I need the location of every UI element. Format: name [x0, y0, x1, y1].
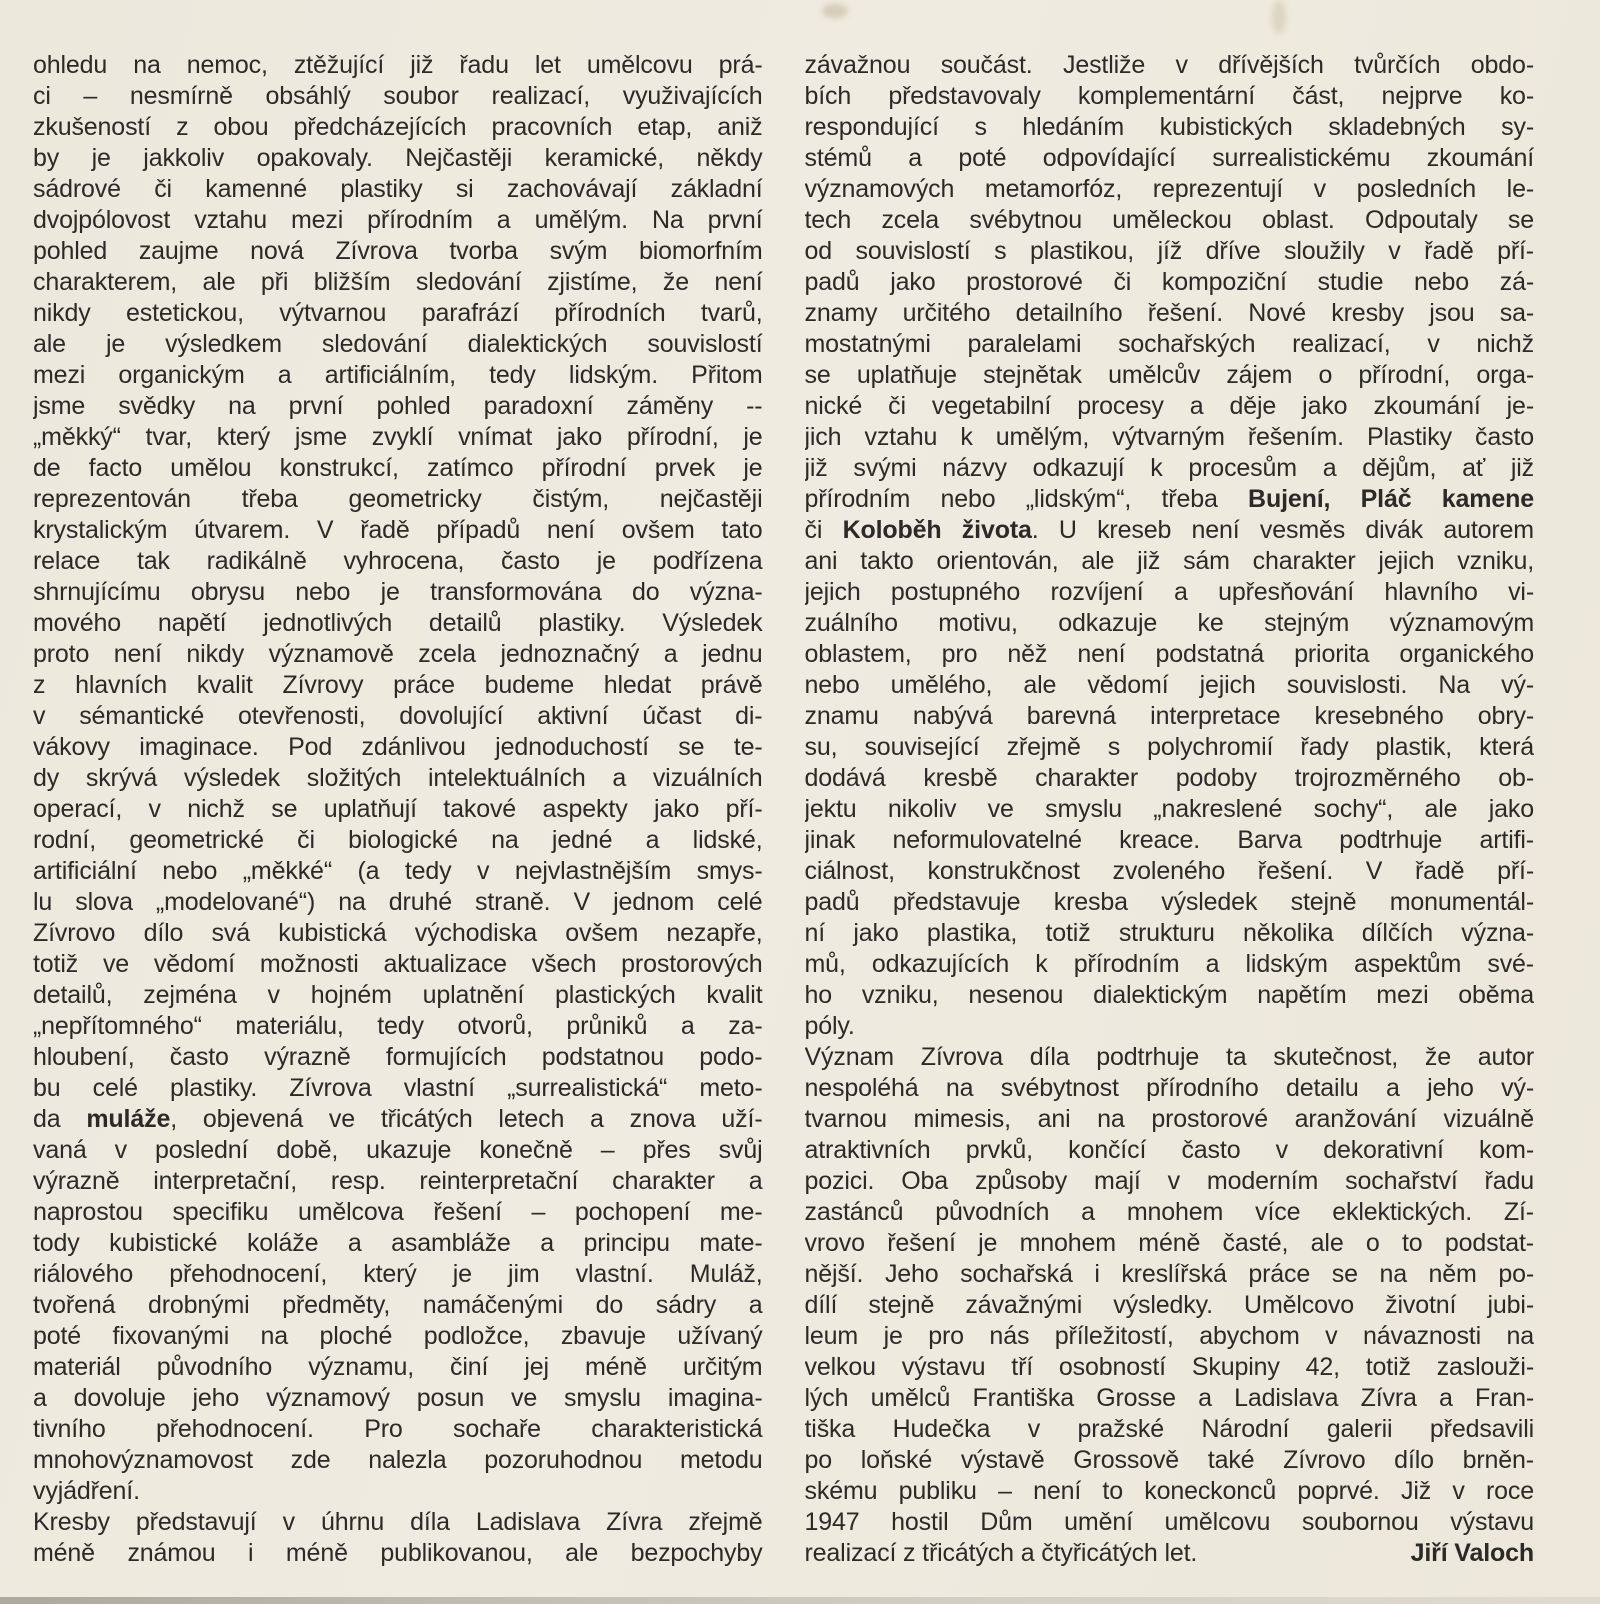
text-line: su, související zřejmě s polychromií řady plastik, která [804, 733, 1534, 761]
text-line: jektu nikoliv ve smyslu „nakreslené sochy“, ale jako [804, 795, 1534, 823]
text-line: nebo umělého, ale vědomí jejich souvislosti. Na vý- [804, 671, 1534, 699]
text-line: velkou výstavu tří osobností Skupiny 42, totiž zaslouži- [804, 1353, 1534, 1381]
text-column-right [805, 50, 1535, 1569]
text-line: tvarnou mimesis, ani na prostorové aranžování vizuálně [804, 1105, 1534, 1133]
text-line: mového napětí jednotlivých detailů plastiky. Výsledek [33, 609, 763, 637]
page-bottom-edge [0, 1597, 1600, 1604]
text-line: reprezentován třeba geometricky čistým, nejčastěji [33, 485, 763, 513]
text-line: vákovy imaginace. Pod zdánlivou jednoduchostí se te- [33, 733, 763, 761]
text-line-left-part: realizací z třicátých a čtyřicátých let. [804, 1539, 1198, 1567]
text-line: již svými názvy odkazují k procesům a dějům, ať již [804, 454, 1534, 482]
text-line: bích představovaly komplementární část, nejprve ko- [804, 82, 1534, 110]
text-line: „měkký“ tvar, který jsme zvyklí vnímat jako přírodní, je [33, 423, 763, 451]
text-line: nespoléhá na svébytnost přírodního detailu a jeho vý- [804, 1074, 1534, 1102]
text-line: 1947 hostil Dům umění umělcovu soubornou výstavu [804, 1508, 1534, 1536]
text-line: závažnou součást. Jestliže v dřívějších tvůrčích obdo- [804, 51, 1534, 79]
text-line: pohled zaujme nová Zívrova tvorba svým biomorfním [33, 237, 763, 265]
text-line: skému publiku – není to koneckonců poprvé. Již v roce [804, 1477, 1534, 1505]
text-line: zastánců původních a mnohem více eklektických. Zí- [804, 1198, 1534, 1226]
text-line: lých umělců Františka Grosse a Ladislava Zívra a Fran- [804, 1384, 1534, 1412]
text-line: zkušeností z obou předcházejících pracovních etap, aniž [33, 113, 763, 141]
text-line: bu celé plastiky. Zívrova vlastní „surrealistická“ meto- [33, 1074, 763, 1102]
text-line: či Koloběh života. U kreseb není vesměs divák autorem [804, 516, 1534, 544]
text-line: vrovo řešení je mnohem méně časté, ale o to podstat- [804, 1229, 1534, 1257]
text-line: „nepřítomného“ materiálu, tedy otvorů, průniků a za- [33, 1012, 763, 1040]
text-line: z hlavních kvalit Zívrovy práce budeme hledat právě [33, 671, 763, 699]
text-line: znamy určitého detailního řešení. Nové kresby jsou sa- [804, 299, 1534, 327]
text-line: v sémantické otevřenosti, dovolující aktivní účast di- [33, 702, 763, 730]
text-line: se uplatňuje stejnětak umělcův zájem o přírodní, orga- [804, 361, 1534, 389]
text-line: artificiální nebo „měkké“ (a tedy v nejvlastnějším smys- [33, 857, 763, 885]
text-line: ci – nesmírně obsáhlý soubor realizací, využivajících [33, 82, 763, 110]
text-line: významových metamorfóz, reprezentují v posledních le- [804, 175, 1534, 203]
text-line: méně známou i méně publikovanou, ale bezpochyby [33, 1539, 763, 1567]
text-line: Kresby představují v úhrnu díla Ladislava Zívra zřejmě [33, 1508, 763, 1536]
text-line: charakterem, ale při bližším sledování zjistíme, že není [33, 268, 763, 296]
text-line: ní jako plastika, totiž strukturu několika dílčích význa- [804, 919, 1534, 947]
text-line: poté fixovanými na ploché podložce, zbavuje užívaný [33, 1322, 763, 1350]
text-line: krystalickým útvarem. V řadě případů není ovšem tato [33, 516, 763, 544]
text-column-left [33, 50, 763, 1569]
text-line: stémů a poté odpovídající surrealistickému zkoumání [804, 144, 1534, 172]
text-line: nikdy estetickou, výtvarnou parafrází přírodních tvarů, [33, 299, 763, 327]
text-line: totiž ve vědomí možnosti aktualizace všech prostorových [33, 950, 763, 978]
text-line: mezi organickým a artificiálním, tedy lidským. Přitom [33, 361, 763, 389]
text-line: jinak neformulovatelné kreace. Barva podtrhuje artifi- [804, 826, 1534, 854]
text-line: výrazně interpretační, resp. reinterpretační charakter a [33, 1167, 763, 1195]
text-line: da muláže, objevená ve třicátých letech a znova uží- [33, 1105, 763, 1133]
text-line: Význam Zívrova díla podtrhuje ta skutečnost, že autor [804, 1043, 1534, 1071]
text-line: relace tak radikálně vyhrocena, často je podřízena [33, 547, 763, 575]
text-line: a dovoluje jeho významový posun ve smyslu imagina- [33, 1384, 763, 1412]
text-line: ale je výsledkem sledování dialektických souvislostí [33, 330, 763, 358]
text-line: detailů, zejména v hojném uplatnění plastických kvalit [33, 981, 763, 1009]
text-line: tvořená drobnými předměty, namáčenými do sádry a [33, 1291, 763, 1319]
text-line: respondující s hledáním kubistických skladebných sy- [804, 113, 1534, 141]
text-line: padů jako prostorové či kompoziční studie nebo zá- [804, 268, 1534, 296]
text-line: tech zcela svébytnou uměleckou oblast. Odpoutaly se [804, 206, 1534, 234]
text-line: shrnujícímu obrysu nebo je transformována do význa- [33, 578, 763, 606]
text-line: dy skrývá výsledek složitých intelektuálních a vizuálních [33, 764, 763, 792]
text-line: hloubení, často výrazně formujících podstatnou podo- [33, 1043, 763, 1071]
text-line: po loňské výstavě Grossově také Zívrovo dílo brněn- [804, 1446, 1534, 1474]
text-line: nější. Jeho sochařská i kreslířská práce se na něm po- [804, 1260, 1534, 1288]
text-line: leum je pro nás příležitostí, abychom v návaznosti na [804, 1322, 1534, 1350]
text-line: proto není nikdy významově zcela jednoznačný a jednu [33, 640, 763, 668]
text-line: operací, v nichž se uplatňují takové aspekty jako pří- [33, 795, 763, 823]
text-line: Zívrovo dílo svá kubistická východiska ovšem nezapře, [33, 919, 763, 947]
text-line: tody kubistické koláže a asambláže a principu mate- [33, 1229, 763, 1257]
text-line: oblastem, pro něž není podstatná priorita organického [804, 640, 1534, 668]
text-line: přírodním nebo „lidským“, třeba Bujení, Pláč kamene [804, 485, 1534, 513]
text-line: de facto umělou konstrukcí, zatímco přírodní prvek je [33, 454, 763, 482]
text-columns [33, 50, 1534, 1569]
text-line: padů představuje kresba výsledek stejně monumentál- [804, 888, 1534, 916]
text-line: mostatnými paralelami sochařských realizací, v nichž [804, 330, 1534, 358]
text-line: vyjádření. [33, 1477, 140, 1505]
text-line: sádrové či kamenné plastiky si zachovávají základní [33, 175, 763, 203]
text-line: jsme svědky na první pohled paradoxní záměny -- [33, 392, 763, 420]
text-line [805, 1538, 1535, 1569]
text-line: dodává kresbě charakter podoby trojrozměrného ob- [804, 764, 1534, 792]
text-line: materiál původního významu, činí jej méně určitým [33, 1353, 763, 1381]
text-line: tivního přehodnocení. Pro sochaře charakteristická [33, 1415, 763, 1443]
text-line: mnohovýznamovost zde nalezla pozoruhodnou metodu [33, 1446, 763, 1474]
text-line: ciálnost, konstrukčnost zvoleného řešení. V řadě pří- [804, 857, 1534, 885]
text-line: atraktivních prvků, končící často v dekorativní kom- [804, 1136, 1534, 1164]
text-line: jich vztahu k umělým, výtvarným řešením. Plastiky často [804, 423, 1534, 451]
text-line: lu slova „modelované“) na druhé straně. V jednom celé [33, 888, 763, 916]
text-line: by je jakkoliv opakovaly. Nejčastěji keramické, někdy [33, 144, 763, 172]
text-line: znamu nabývá barevná interpretace kresebného obry- [804, 702, 1534, 730]
text-line: dílí stejně závažnými výsledky. Umělcovo životní jubi- [804, 1291, 1534, 1319]
text-line: ho vzniku, nesenou dialektickým napětím mezi oběma [804, 981, 1534, 1009]
text-line: póly. [804, 1012, 855, 1040]
text-line: nické či vegetabilní procesy a děje jako zkoumání je- [804, 392, 1534, 420]
text-line: zuálního motivu, odkazuje ke stejným významovým [804, 609, 1534, 637]
text-line: jejich postupného rozvíjení a upřesňování hlavního vi- [804, 578, 1534, 606]
scan-smudge [822, 4, 848, 18]
text-line: dvojpólovost vztahu mezi přírodním a umělým. Na první [33, 206, 763, 234]
text-line: pozici. Oba způsoby mají v moderním sochařství řadu [804, 1167, 1534, 1195]
text-line: mů, odkazujících k přírodním a lidským aspektům své- [804, 950, 1534, 978]
text-line: ani takto orientován, ale již sám charakter jejich vzniku, [804, 547, 1534, 575]
text-line: tiška Hudečka v pražské Národní galerii předsavili [804, 1415, 1534, 1443]
text-line: rodní, geometrické či biologické na jedné a lidské, [33, 826, 763, 854]
text-line: riálového přehodnocení, který je jim vlastní. Muláž, [33, 1260, 763, 1288]
text-line: od souvislostí s plastikou, jíž dříve sloužily v řadě pří- [804, 237, 1534, 265]
text-line: vaná v poslední době, ukazuje konečně – přes svůj [33, 1136, 763, 1164]
author-signature: Jiří Valoch [1410, 1539, 1534, 1567]
text-line: naprostou specifiku umělcova řešení – pochopení me- [33, 1198, 763, 1226]
text-line: ohledu na nemoc, ztěžující již řadu let umělcovu prá- [33, 51, 763, 79]
scan-smudge [1272, 0, 1286, 34]
